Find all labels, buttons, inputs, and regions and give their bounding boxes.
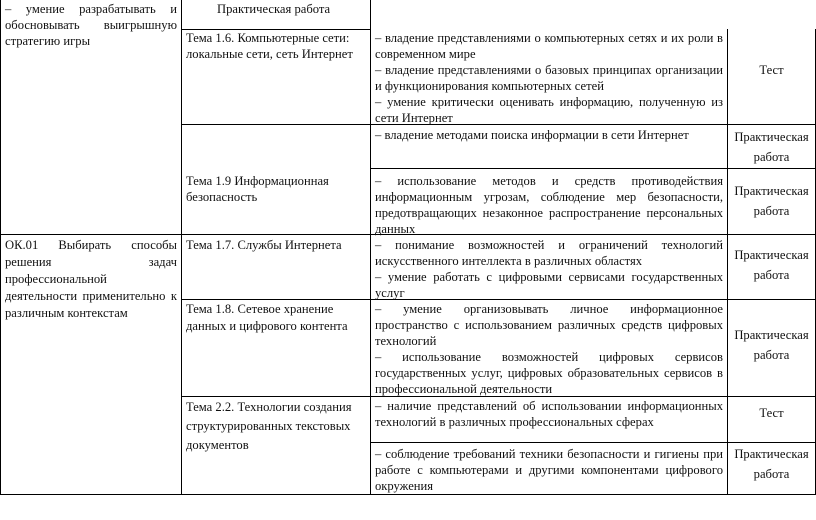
form-cell: Практическая работа <box>734 248 809 282</box>
topic-cell: Тема 1.9 Информационная безопасность <box>186 174 329 204</box>
form-cell: Практическая работа <box>734 447 809 481</box>
results-cell <box>371 127 727 143</box>
col-border <box>370 0 371 29</box>
topic-cell: Тема 1.8. Сетевое хранение данных и цифрового контента <box>186 302 348 333</box>
row-border <box>370 168 816 169</box>
results-cell <box>371 398 727 430</box>
competency-cell: – умение разрабатывать и обосновывать выигрышную стратегию игры <box>5 2 177 48</box>
result-item: – использование методов и средств противодействия информационным угрозам, соблюдение мер безопасности, предотвращающих незаконное распространение персональных данных <box>375 174 723 236</box>
result-item: – владение представлениями о компьютерных сетях и их роли в современном мире <box>375 31 723 61</box>
results-cell <box>371 237 727 301</box>
results-cell <box>371 173 727 237</box>
result-item: – понимание возможностей и ограничений технологий искусственного интеллекта в различных областях <box>375 238 723 268</box>
result-item: – наличие представлений об использовании информационных технологий в различных профессиональных сферах <box>375 399 723 429</box>
form-cell: Практическая работа <box>734 130 809 164</box>
competency-cell: ОК.01 Выбирать способы решения задач профессиональной деятельности применительно к различным контекстам <box>5 238 177 320</box>
result-item: – владение методами поиска информации в сети Интернет <box>375 128 689 142</box>
results-cell <box>371 301 727 397</box>
form-cell: Тест <box>759 63 784 77</box>
form-cell: Тест <box>759 406 784 420</box>
result-item: – владение представлениями о базовых принципах организации и функционирования компьютерных сетей <box>375 63 723 93</box>
form-cell: Практическая работа <box>734 328 809 362</box>
result-item: – соблюдение требований техники безопасности и гигиены при работе с компьютерами и другими компонентами цифрового окружения <box>375 447 723 493</box>
form-cell: Практическая работа <box>217 2 331 16</box>
topic-cell: Тема 1.7. Службы Интернета <box>186 238 342 252</box>
results-cell <box>371 30 727 126</box>
row-border <box>370 442 816 443</box>
topic-cell: Тема 2.2. Технологии создания структурированных текстовых документов <box>186 400 352 452</box>
row-border <box>0 494 816 495</box>
topic-cell: Тема 1.6. Компьютерные сети: локальные сети, сеть Интернет <box>186 31 353 61</box>
results-cell <box>371 446 727 494</box>
result-item: – умение организовывать личное информационное пространство с использованием различных средств цифровых технологий <box>375 302 723 348</box>
result-item: – умение работать с цифровыми сервисами государственных услуг <box>375 270 723 300</box>
result-item: – умение критически оценивать информацию, полученную из сети Интернет <box>375 95 723 125</box>
result-item: – использование возможностей цифровых сервисов государственных услуг, цифровых образовательных сервисов в профессиональной деятельности <box>375 350 723 396</box>
form-cell: Практическая работа <box>734 184 809 218</box>
